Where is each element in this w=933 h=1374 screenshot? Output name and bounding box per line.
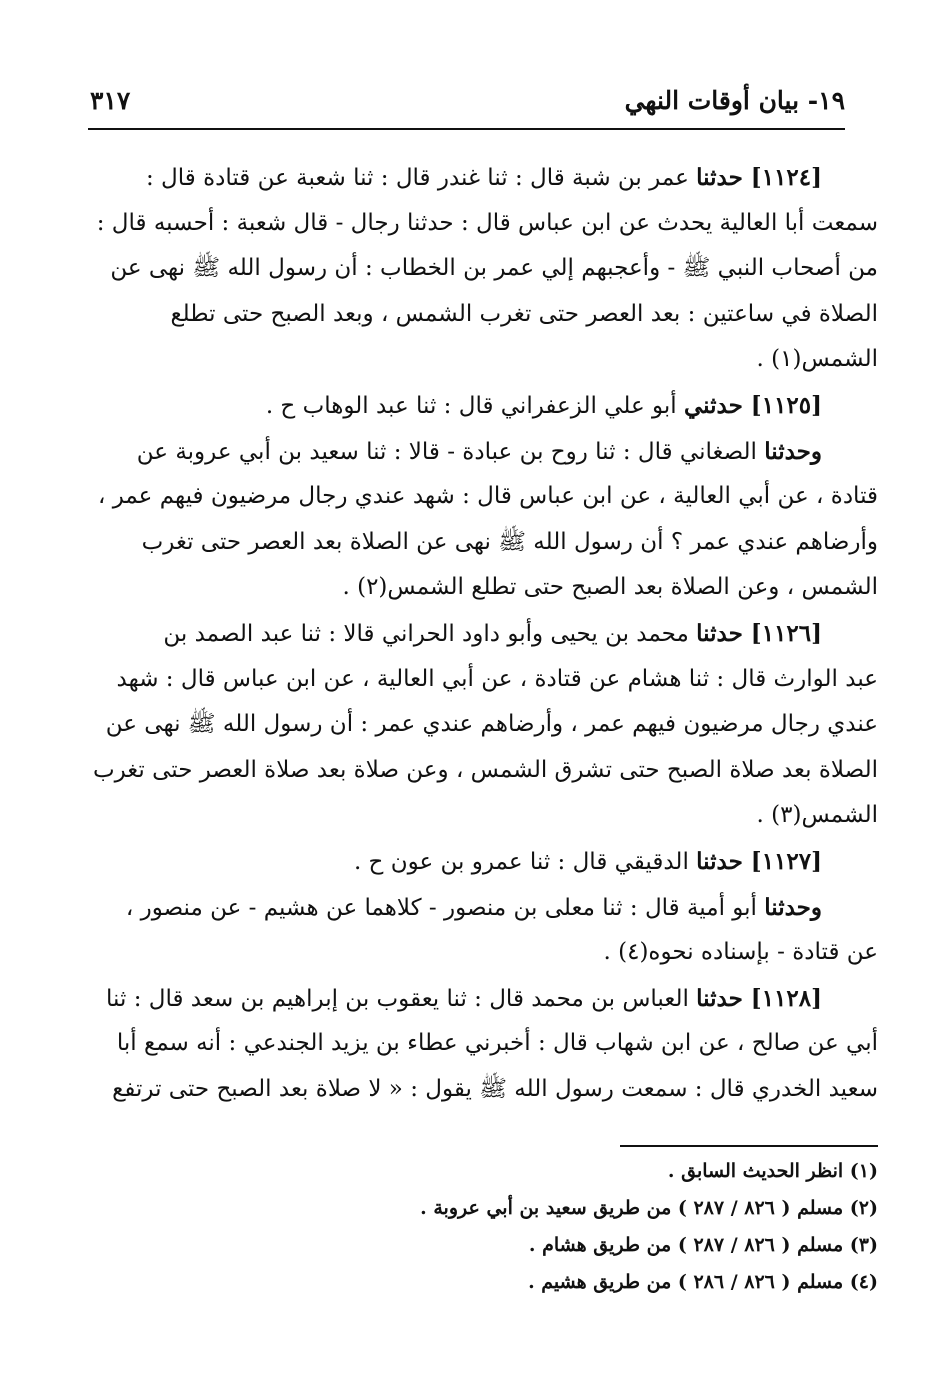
line-text: عندي رجال مرضيون فيهم عمر ، وأرضاهم عندي عمر : أن رسول الله ﷺ نهى عن — [105, 711, 878, 738]
line-text: عن قتادة - بإسناده نحوه(٤) . — [603, 939, 878, 966]
text-line — [88, 246, 878, 292]
line-text: وأرضاهم عندي عمر ؟ أن رسول الله ﷺ نهى عن الصلاة بعد العصر حتى تغرب — [141, 528, 878, 555]
text-line — [88, 429, 878, 475]
line-text: أبو أمية قال : ثنا معلى بن منصور - كلاهما عن هشيم - عن منصور ، — [125, 894, 765, 921]
text-line — [88, 657, 878, 703]
text-line — [88, 520, 878, 566]
page-number: ٣١٧ — [90, 86, 131, 115]
line-text: الصغاني قال : ثنا روح بن عبادة - قالا : ثنا سعيد بن أبي عروبة عن — [136, 438, 765, 465]
line-text: من أصحاب النبي ﷺ - وأعجبهم إلي عمر بن الخطاب : أن رسول الله ﷺ نهى عن — [110, 255, 878, 282]
line-text: أبي عن صالح ، عن ابن شهاب قال : أخبرني عطاء بن يزيد الجندعي : أنه سمع أبا — [116, 1030, 878, 1057]
footnote-separator — [620, 1145, 878, 1147]
narration-lead: [١١٢٦] حدثنا — [696, 619, 822, 647]
footnote-3: (٣) مسلم ( ٨٢٦ / ٢٨٧ ) من طريق هشام . — [528, 1234, 878, 1256]
text-line — [88, 930, 878, 976]
footnote-1: (١) انظر الحديث السابق . — [667, 1160, 878, 1182]
line-text: عبد الوارث قال : ثنا هشام عن قتادة ، عن أبي العالية ، عن ابن عباس قال : شهد — [116, 665, 878, 692]
line-text: أبو علي الزعفراني قال : ثنا عبد الوهاب ح . — [265, 392, 684, 419]
text-line — [88, 383, 878, 429]
text-line — [88, 1067, 878, 1113]
text-line — [88, 337, 878, 383]
narration-lead: [١١٢٧] حدثنا — [696, 847, 822, 875]
line-text: عمر بن شبة قال : ثنا غندر قال : ثنا شعبة عن قتادة قال : — [145, 165, 697, 191]
text-line — [88, 474, 878, 520]
narration-lead: وحدثنا — [764, 893, 822, 921]
line-text: الشمس(٣) . — [756, 802, 878, 829]
line-text: محمد بن يحيى وأبو داود الحراني قالا : ثنا عبد الصمد بن — [163, 620, 697, 647]
text-line — [88, 611, 878, 657]
text-line — [88, 748, 878, 794]
line-text: الشمس ، وعن الصلاة بعد الصبح حتى تطلع الشمس(٢) . — [342, 574, 878, 601]
narration-lead: [١١٢٥] حدثني — [683, 391, 822, 419]
text-line — [88, 702, 878, 748]
text-line — [88, 839, 878, 885]
chapter-title: ١٩- بيان أوقات النهي — [624, 86, 845, 115]
line-text: قتادة ، عن أبي العالية ، عن ابن عباس قال : شهد عندي رجال مرضيون فيهم عمر ، — [97, 483, 878, 510]
narration-lead: [١١٢٤] حدثنا — [696, 164, 822, 191]
footnote-4: (٤) مسلم ( ٨٢٦ / ٢٨٦ ) من طريق هشيم . — [528, 1271, 878, 1293]
line-text: الصلاة في ساعتين : بعد العصر حتى تغرب الشمس ، وبعد الصبح حتى تطلع — [170, 300, 878, 327]
text-line — [88, 885, 878, 931]
text-line — [88, 976, 878, 1022]
line-text: سمعت أبا العالية يحدث عن ابن عباس قال : حدثنا رجال - قال شعبة : أحسبه قال : — [96, 209, 878, 236]
text-line — [88, 1021, 878, 1067]
footnotes — [88, 1153, 878, 1301]
narration-lead: وحدثنا — [764, 437, 822, 465]
footnote-2: (٢) مسلم ( ٨٢٦ / ٢٨٧ ) من طريق سعيد بن أبي عروبة . — [420, 1197, 878, 1219]
line-text: الشمس(١) . — [756, 346, 878, 373]
text-line — [88, 155, 878, 201]
narration-lead: [١١٢٨] حدثنا — [696, 984, 822, 1012]
hadith-text — [88, 155, 878, 1112]
text-line — [88, 292, 878, 338]
running-header — [88, 80, 845, 130]
line-text: سعيد الخدري قال : سمعت رسول الله ﷺ يقول : « لا صلاة بعد الصبح حتى ترتفع — [112, 1075, 878, 1102]
text-line — [88, 565, 878, 611]
line-text: العباس بن محمد قال : ثنا يعقوب بن إبراهيم بن سعد قال : ثنا — [106, 985, 697, 1012]
text-line — [88, 793, 878, 839]
text-line — [88, 201, 878, 247]
line-text: الصلاة بعد صلاة الصبح حتى تشرق الشمس ، وعن صلاة بعد صلاة العصر حتى تغرب — [92, 756, 878, 783]
line-text: الدقيقي قال : ثنا عمرو بن عون ح . — [353, 848, 697, 875]
